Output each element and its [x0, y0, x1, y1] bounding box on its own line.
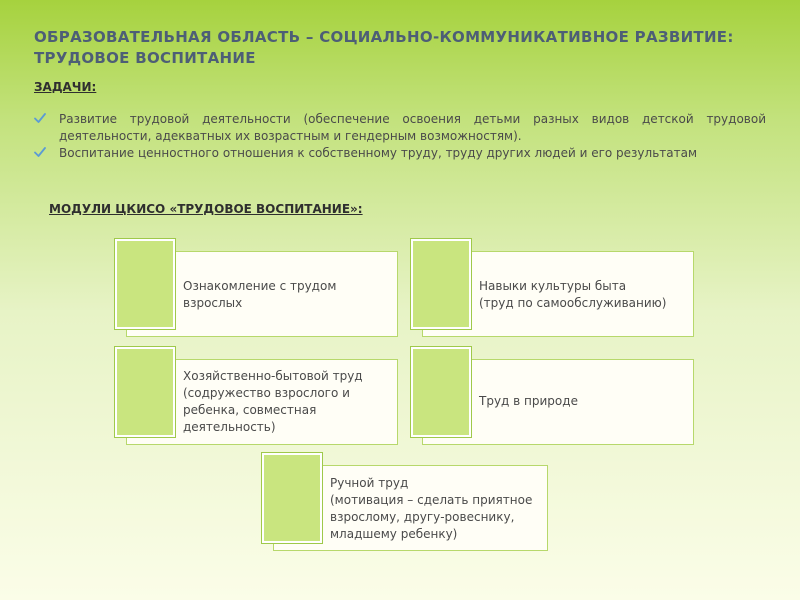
task-text: Воспитание ценностного отношения к собственному труду, труду других людей и его результатам — [59, 146, 698, 160]
task-item — [34, 111, 766, 145]
module-text: Навыки культуры быта (труд по самообслуживанию) — [479, 279, 667, 310]
module-text: Ручной труд (мотивация – сделать приятное взрослому, другу-ровеснику, младшему ребенку) — [330, 476, 533, 541]
tasks-list — [34, 111, 766, 162]
page-title: ОБРАЗОВАТЕЛЬНАЯ ОБЛАСТЬ – СОЦИАЛЬНО-КОММУНИКАТИВНОЕ РАЗВИТИЕ: ТРУДОВОЕ ВОСПИТАНИЕ — [34, 28, 734, 67]
module-text: Труд в природе — [479, 394, 578, 408]
module-tab — [115, 239, 175, 329]
module-text: Хозяйственно-бытовой труд (содружество взрослого и ребенка, совместная деятельность) — [183, 369, 363, 434]
module-tab — [411, 347, 471, 437]
checkmark-icon — [34, 146, 46, 158]
task-text: Развитие трудовой деятельности (обеспечение освоения детьми разных видов детской трудовой деятельности, адекватных их возрастным и гендерным возможностям). — [59, 112, 766, 143]
task-item — [34, 145, 766, 162]
module-text: Ознакомление с трудом взрослых — [183, 279, 337, 310]
tasks-heading: ЗАДАЧИ: — [34, 80, 97, 94]
module-tab — [262, 453, 322, 543]
module-tab — [411, 239, 471, 329]
modules-heading: МОДУЛИ ЦКИСО «ТРУДОВОЕ ВОСПИТАНИЕ»: — [49, 202, 363, 216]
module-tab — [115, 347, 175, 437]
checkmark-icon — [34, 112, 46, 124]
